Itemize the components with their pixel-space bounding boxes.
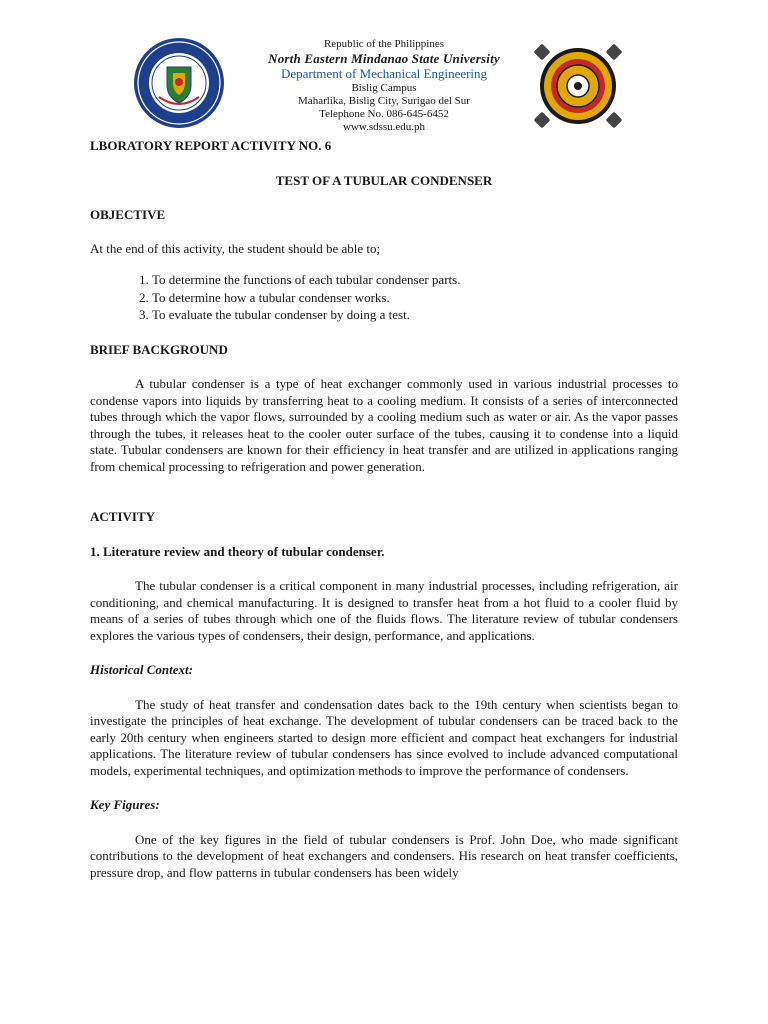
activity-title: LBORATORY REPORT ACTIVITY NO. 6	[90, 138, 332, 153]
report-body	[90, 132, 678, 881]
keyfigures-paragraph: One of the key figures in the field of tubular condensers is Prof. John Doe, who made significant contributions to the development of heat exchangers and condensers. His research on heat transfer coefficients, pressure drop, and flow patterns in tubular condensers has been widely	[90, 831, 678, 880]
objective-heading: OBJECTIVE	[90, 207, 166, 222]
department-name: Department of Mechanical Engineering	[280, 66, 488, 82]
background-paragraph: A tubular condenser is a type of heat exchanger commonly used in various industrial processes to condense vapors into liquids by transferring heat to a cooling medium. It consists of a series of interconnected tubes through which the vapor flows, surrounded by a cooling medium such as water or air. As the vapor passes through the tubes, it releases heat to the cooler outer surface of the tubes, causing it to condense into a liquid state. Tubular condensers are known for their efficiency in heat transfer and are utilized in applications ranging from chemical processing to refrigeration and power generation.	[90, 376, 678, 474]
website-line: www.sdssu.edu.ph	[342, 120, 426, 133]
objectives-list	[90, 271, 678, 324]
keyfigures-heading: Key Figures:	[90, 797, 160, 812]
objective-item: 1. To determine the functions of each tubular condenser parts.	[152, 271, 678, 289]
university-name: North Eastern Mindanao State University	[268, 50, 500, 66]
main-title: TEST OF A TUBULAR CONDENSER	[275, 172, 493, 188]
republic-line: Republic of the Philippines	[323, 38, 445, 50]
historical-paragraph: The study of heat transfer and condensation dates back to the 19th century when scientists began to investigate the principles of heat exchange. The development of tubular condensers can be traced back to the early 20th century when engineers started to design more efficient and compact heat exchangers for industrial applications. The literature review of tubular condensers has since evolved to include advanced computational models, experimental techniques, and optimization methods to improve the performance of condensers.	[90, 696, 678, 778]
objective-item: 3. To evaluate the tubular condenser by doing a test.	[152, 306, 678, 324]
address-line: Maharlika, Bislig City, Surigao del Sur	[298, 94, 470, 107]
historical-heading: Historical Context:	[90, 662, 193, 677]
literature-heading: 1. Literature review and theory of tubular condenser.	[90, 543, 385, 559]
telephone-line: Telephone No. 086-645-6452	[319, 107, 449, 120]
letterhead	[0, 38, 768, 134]
background-heading: BRIEF BACKGROUND	[90, 341, 228, 357]
activity-heading: ACTIVITY	[90, 509, 156, 524]
campus-line: Bislig Campus	[351, 81, 417, 94]
literature-paragraph: The tubular condenser is a critical component in many industrial processes, including refrigeration, air conditioning, and chemical manufacturing. It is designed to transfer heat from a hot fluid to a cooler fluid by means of a series of tubes through which one of the fluids flows. The literature review of tubular condensers explores the various types of condensers, their design, performance, and applications.	[90, 578, 678, 643]
objective-item: 2. To determine how a tubular condenser works.	[152, 289, 678, 307]
objective-intro: At the end of this activity, the student should be able to;	[90, 240, 381, 256]
